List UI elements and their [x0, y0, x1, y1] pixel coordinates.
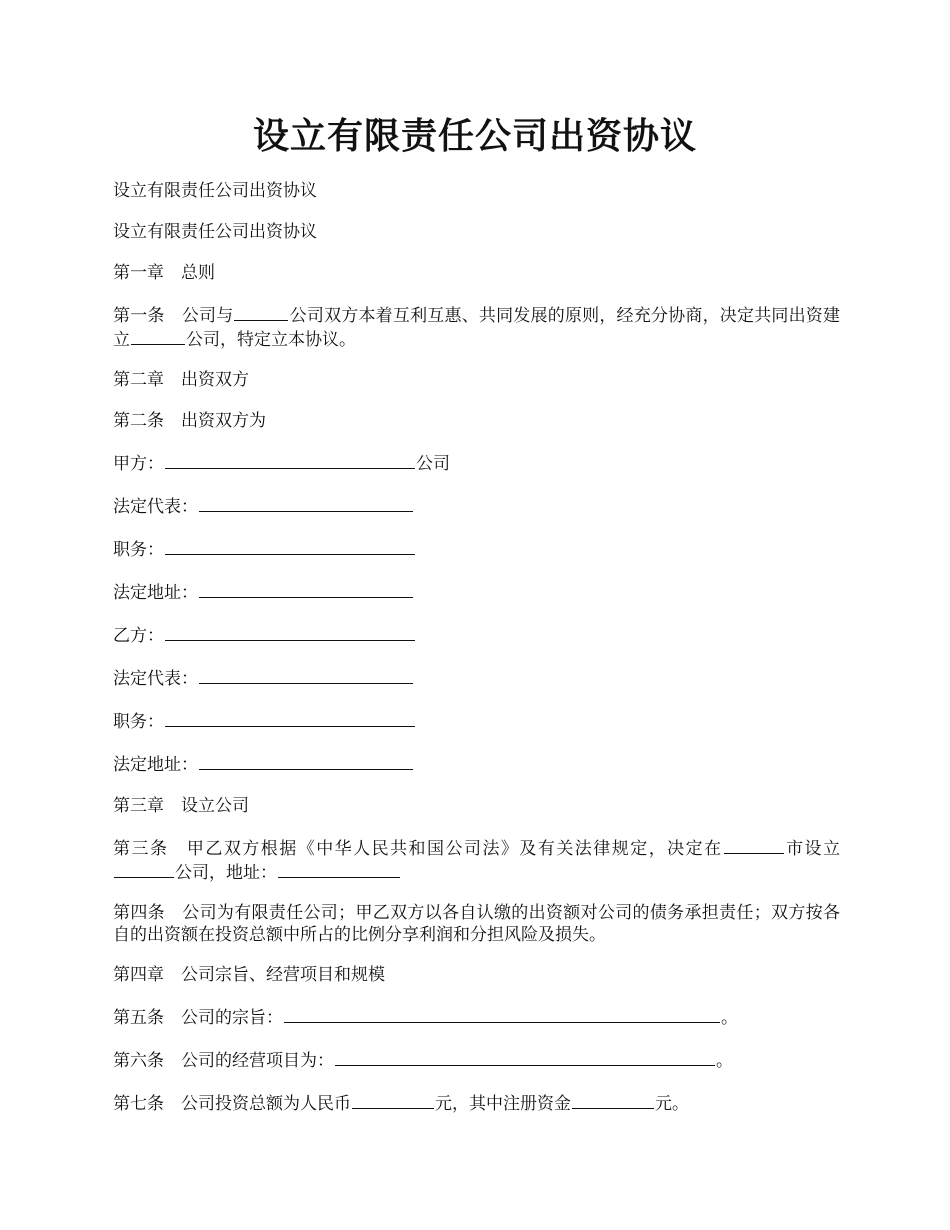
party-b-line	[113, 623, 840, 647]
chapter-4-text: 公司宗旨、经营项目和规模	[181, 965, 385, 985]
chapter-3	[113, 795, 840, 817]
chapter-1-label: 第一章	[113, 263, 164, 283]
subtitle-2: 设立有限责任公司出资协议	[113, 222, 317, 242]
party-a-title-line	[113, 537, 840, 561]
blank-field[interactable]	[572, 1091, 654, 1109]
blank-field[interactable]	[165, 451, 415, 469]
blank-field[interactable]	[131, 327, 185, 345]
party-b-rep-label: 法定代表：	[113, 669, 198, 689]
party-a-suffix: 公司	[416, 454, 450, 474]
party-b-address-label: 法定地址：	[113, 755, 198, 775]
document-title: 设立有限责任公司出资协议	[252, 115, 697, 157]
party-a-address-line	[113, 580, 840, 604]
chapter-4-label: 第四章	[113, 965, 164, 985]
blank-field[interactable]	[114, 860, 174, 878]
party-b-label: 乙方：	[113, 626, 164, 646]
article-7-text-2: 元，其中注册资金	[435, 1094, 571, 1114]
article-1-text-3: 公司，特定立本协议。	[186, 330, 356, 350]
article-1	[113, 303, 840, 351]
article-1-text-2: 公司双方本着互利互惠、共同发展的原则，经充分协商，决定共同出资建立	[113, 306, 841, 350]
blank-field[interactable]	[199, 494, 413, 512]
chapter-3-label: 第三章	[113, 796, 164, 816]
blank-field[interactable]	[199, 666, 413, 684]
article-1-text-1: 公司与	[181, 306, 234, 326]
blank-field[interactable]	[234, 303, 288, 321]
article-2-text: 出资双方为	[181, 411, 266, 431]
article-4-text: 公司为有限责任公司；甲乙双方以各自认缴的出资额对公司的债务承担责任；双方按各自的出资额在投资总额中所占的比例分享利润和分担风险及损失。	[113, 903, 841, 945]
blank-field[interactable]	[352, 1091, 434, 1109]
document-body	[113, 180, 840, 1134]
article-5-text-2: 。	[721, 1008, 738, 1028]
article-4	[113, 902, 840, 946]
article-3-text-2: 市设立	[784, 839, 841, 859]
chapter-1-text: 总则	[181, 263, 215, 283]
article-7-text-3: 元。	[655, 1094, 689, 1114]
party-b-address-line	[113, 752, 840, 776]
article-6-text-1: 公司的经营项目为：	[181, 1051, 334, 1071]
chapter-2-label: 第二章	[113, 370, 164, 390]
party-a-title-label: 职务：	[113, 540, 164, 560]
blank-field[interactable]	[165, 623, 415, 641]
party-b-title-label: 职务：	[113, 712, 164, 732]
blank-field[interactable]	[724, 836, 784, 854]
chapter-2-text: 出资双方	[181, 370, 249, 390]
party-a-label: 甲方：	[113, 454, 164, 474]
article-4-label: 第四条	[113, 903, 165, 923]
article-3-text-1: 甲乙双方根据《中华人民共和国公司法》及有关法律规定，决定在	[185, 839, 723, 859]
chapter-3-text: 设立公司	[181, 796, 249, 816]
article-3-label: 第三条	[113, 839, 169, 859]
party-a-line	[113, 451, 840, 475]
article-7-text-1: 公司投资总额为人民币	[181, 1094, 351, 1114]
article-2-label: 第二条	[113, 411, 164, 431]
party-a-rep-line	[113, 494, 840, 518]
party-a-rep-label: 法定代表：	[113, 497, 198, 517]
blank-field[interactable]	[165, 537, 415, 555]
chapter-2	[113, 369, 840, 391]
article-1-label: 第一条	[113, 306, 165, 326]
blank-field[interactable]	[165, 709, 415, 727]
blank-field[interactable]	[335, 1048, 715, 1066]
blank-field[interactable]	[284, 1005, 720, 1023]
article-5-text-1: 公司的宗旨：	[181, 1008, 283, 1028]
party-b-rep-line	[113, 666, 840, 690]
blank-field[interactable]	[278, 860, 400, 878]
article-2	[113, 410, 840, 432]
article-3	[113, 836, 840, 884]
article-7-label: 第七条	[113, 1094, 164, 1114]
blank-field[interactable]	[199, 580, 413, 598]
subtitle-1: 设立有限责任公司出资协议	[113, 181, 317, 201]
article-6-text-2: 。	[716, 1051, 733, 1071]
article-5-label: 第五条	[113, 1008, 164, 1028]
article-5	[113, 1005, 840, 1029]
chapter-4	[113, 964, 840, 986]
party-b-title-line	[113, 709, 840, 733]
party-a-address-label: 法定地址：	[113, 583, 198, 603]
article-6-label: 第六条	[113, 1051, 164, 1071]
article-6	[113, 1048, 840, 1072]
article-7	[113, 1091, 840, 1115]
blank-field[interactable]	[199, 752, 413, 770]
article-3-text-3: 公司，地址：	[175, 863, 277, 883]
chapter-1	[113, 262, 840, 284]
